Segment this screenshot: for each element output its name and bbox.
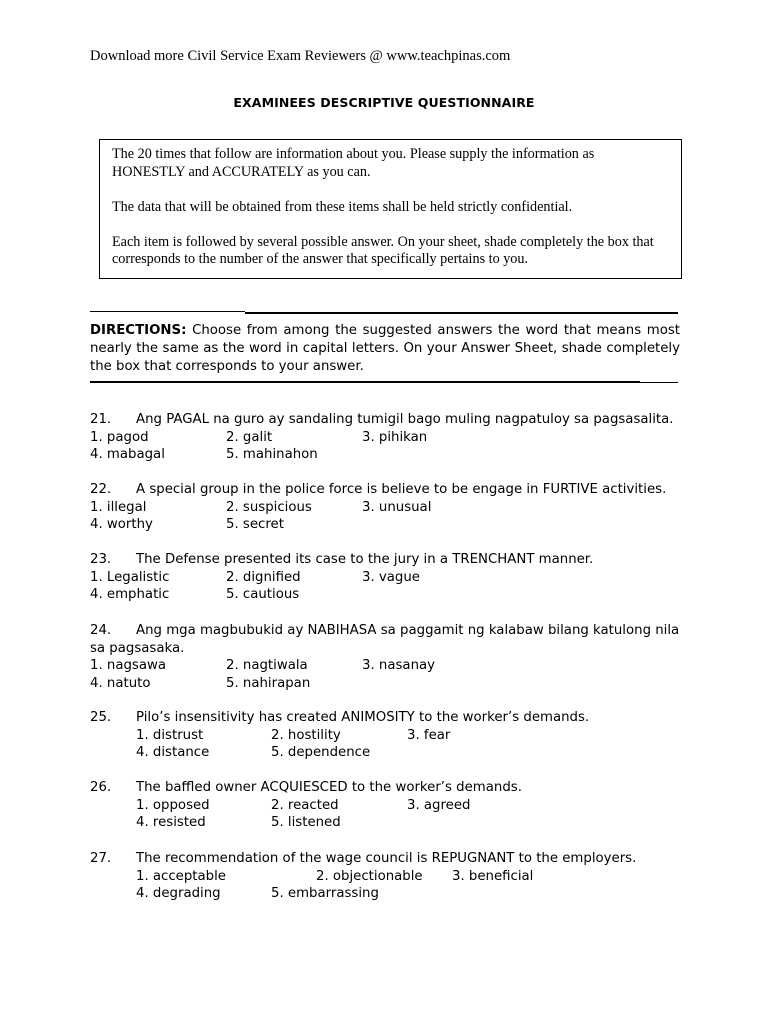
answer-option: 1. opposed	[136, 797, 210, 813]
answer-option: 1. distrust	[136, 727, 204, 743]
answer-option: 4. emphatic	[90, 587, 170, 603]
answer-option: 1. Legalistic	[90, 569, 170, 585]
question-number: 25.	[90, 710, 112, 725]
notice-paragraph: The data that will be obtained from these items shall be held strictly confidential.	[112, 198, 573, 215]
question-number: 27.	[90, 851, 112, 866]
question-item	[90, 709, 690, 762]
directions-text: Choose from among the suggested answers the word that means most nearly the same as the word in capital letters. On your Answer Sheet, shade completely the box that corresponds to your answer.	[90, 323, 680, 374]
answer-option: 2. dignified	[226, 569, 301, 585]
question-number: 26.	[90, 780, 112, 795]
answer-option: 2. suspicious	[226, 499, 312, 515]
divider-right	[245, 312, 678, 314]
answer-option: 4. natuto	[90, 675, 151, 691]
answer-option: 2. galit	[226, 429, 273, 445]
answer-option: 5. cautious	[226, 587, 300, 603]
question-number: 23.	[90, 552, 112, 567]
notice-paragraph: Each item is followed by several possible answer. On your sheet, shade completely the box that corresponds to the number of the answer that specifically pertains to you.	[112, 233, 654, 267]
question-item	[90, 551, 690, 604]
answer-option: 3. beneficial	[452, 868, 534, 884]
answer-option: 3. nasanay	[362, 658, 436, 674]
question-stem: Ang PAGAL na guro ay sandaling tumigil bago muling nagpatuloy sa pagsasalita.	[136, 412, 674, 427]
question-stem: The Defense presented its case to the jury in a TRENCHANT manner.	[136, 552, 594, 567]
question-number: 22.	[90, 482, 112, 497]
answer-option: 5. listened	[271, 815, 341, 831]
divider-right	[640, 382, 678, 383]
question-stem: Ang mga magbubukid ay NABIHASA sa paggamit ng kalabaw bilang katulong nila sa pagsasaka.	[90, 623, 680, 656]
question-stem: The recommendation of the wage council is REPUGNANT to the employers.	[136, 851, 637, 866]
answer-option: 4. distance	[136, 745, 210, 761]
question-stem: Pilo’s insensitivity has created ANIMOSITY to the worker’s demands.	[136, 710, 590, 725]
answer-option: 1. acceptable	[136, 868, 226, 884]
divider-left	[90, 311, 245, 312]
answer-option: 4. resisted	[136, 815, 206, 831]
download-header: Download more Civil Service Exam Reviewers @ www.teachpinas.com	[90, 48, 511, 64]
notice-paragraph: The 20 times that follow are information about you. Please supply the information as HONESTLY and ACCURATELY as you can.	[112, 146, 595, 180]
answer-option: 2. reacted	[271, 797, 339, 813]
answer-option: 4. mabagal	[90, 447, 165, 463]
answer-option: 1. pagod	[90, 429, 149, 445]
answer-option: 5. embarrassing	[271, 886, 379, 902]
directions-block	[90, 322, 680, 376]
answer-option: 2. hostility	[271, 727, 341, 743]
question-item	[90, 481, 690, 534]
answer-option: 5. dependence	[271, 745, 371, 761]
answer-option: 3. fear	[407, 727, 451, 743]
answer-option: 5. mahinahon	[226, 447, 318, 463]
answer-option: 1. nagsawa	[90, 658, 167, 674]
answer-option: 1. illegal	[90, 499, 147, 515]
answer-option: 5. secret	[226, 517, 284, 533]
answer-option: 3. unusual	[362, 499, 432, 515]
question-item	[90, 779, 690, 832]
question-stem: A special group in the police force is believe to be engage in FURTIVE activities.	[136, 482, 667, 497]
answer-option: 3. pihikan	[362, 429, 428, 445]
question-number: 24.	[90, 623, 112, 638]
question-item	[90, 622, 690, 692]
answer-option: 4. worthy	[90, 517, 153, 533]
answer-option: 2. nagtiwala	[226, 658, 308, 674]
answer-option: 5. nahirapan	[226, 675, 311, 691]
answer-option: 2. objectionable	[316, 868, 423, 884]
question-stem: The baffled owner ACQUIESCED to the worker’s demands.	[136, 780, 522, 795]
divider-left	[90, 381, 640, 383]
question-number: 21.	[90, 412, 112, 427]
answer-option: 3. agreed	[407, 797, 471, 813]
answer-option: 4. degrading	[136, 886, 221, 902]
question-item	[90, 411, 690, 464]
directions-label: DIRECTIONS:	[90, 323, 187, 338]
notice-box	[99, 139, 682, 279]
answer-option: 3. vague	[362, 569, 420, 585]
question-item	[90, 850, 690, 903]
document-title: EXAMINEES DESCRIPTIVE QUESTIONNAIRE	[233, 95, 535, 110]
